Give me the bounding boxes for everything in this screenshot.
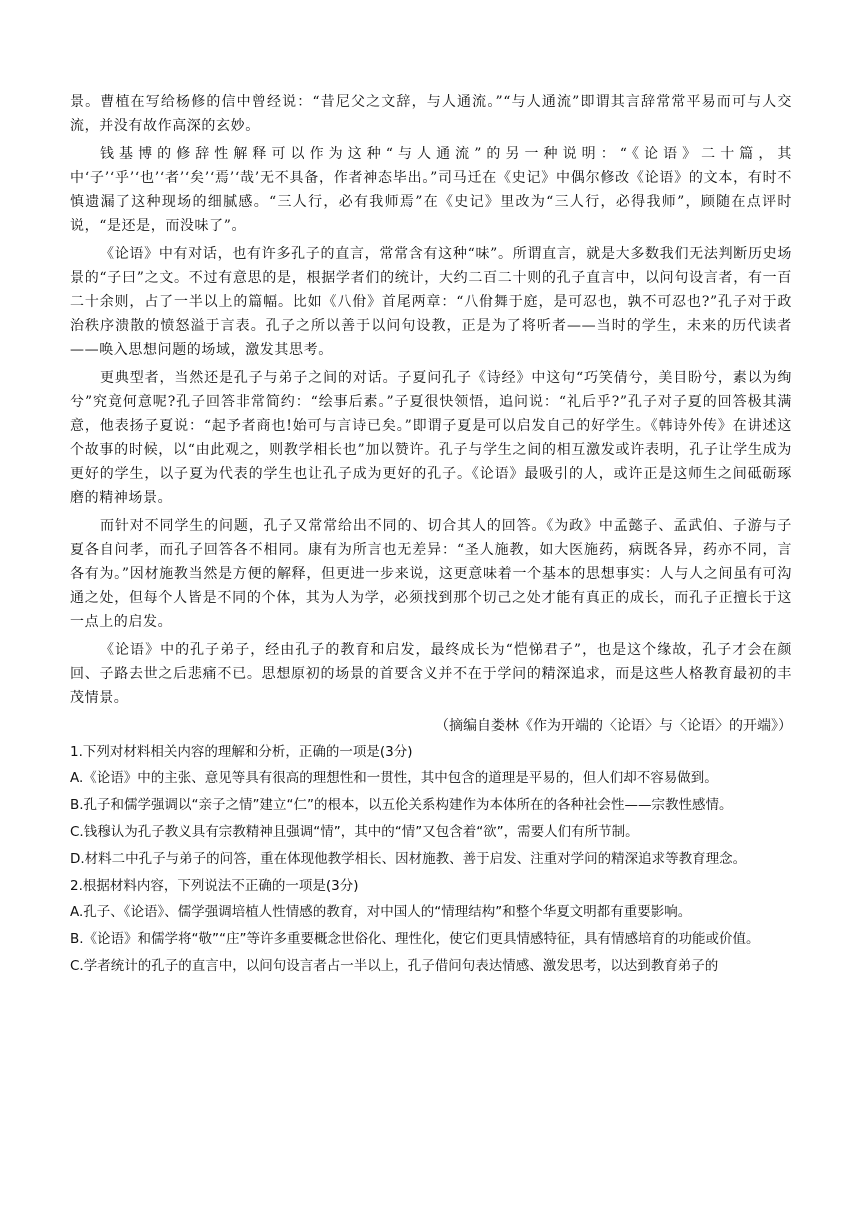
question-option: C.钱穆认为孔子教义具有宗教精神且强调“情”，其中的“情”又包含着“欲”，需要人们有所节制。 [70, 824, 639, 840]
question-option: A.孔子、《论语》、儒学强调培植人性情感的教育，对中国人的“情理结构”和整个华夏文明都有重要影响。 [70, 904, 692, 920]
question-stem: 1.下列对材料相关内容的理解和分析，正确的一项是(3分) [70, 744, 413, 760]
passage-paragraph-2: 钱基博的修辞性解释可以作为这种“与人通流”的另一种说明：“《论语》二十篇，其中‘子’‘乎’‘也’‘者’‘矣’‘焉’‘哉’无不具备，作者神态毕出。”司马迁在《史记》中偶尔修改《论语》的文本，有时不慎遗漏了这种现场的细腻感。“三人行，必有我师焉”在《史记》里改为“三人行，必得我师”，顾随在点评时说，“是还是，而没味了”。 [70, 146, 792, 234]
document-page [70, 90, 792, 981]
passage-paragraph-1: 景。曹植在写给杨修的信中曾经说：“昔尼父之文辞，与人通流。”“与人通流”即谓其言辞常常平易而可与人交流，并没有故作高深的玄妙。 [70, 94, 792, 134]
passage-paragraph-3: 《论语》中有对话，也有许多孔子的直言，常常含有这种“味”。所谓直言，就是大多数我们无法判断历史场景的“子曰”之文。不过有意思的是，根据学者们的统计，大约二百二十则的孔子直言中，以问句设言者，有一百二十余则，占了一半以上的篇幅。比如《八佾》首尾两章：“八佾舞于庭，是可忍也，孰不可忍也?”孔子对于政治秩序溃散的愤怒溢于言表。孔子之所以善于以问句设教，正是为了将听者——当时的学生，未来的历代读者——唤入思想问题的场域，激发其思考。 [70, 246, 792, 358]
question-1 [70, 740, 792, 871]
question-option: B.《论语》和儒学将“敬”“庄”等许多重要概念世俗化、理性化，使它们更具情感特征，具有情感培育的功能或价值。 [70, 931, 760, 947]
passage-paragraph-4: 更典型者，当然还是孔子与弟子之间的对话。子夏问孔子《诗经》中这句“巧笑倩兮，美目盼兮，素以为绚兮”究竟何意呢?孔子回答非常简约：“绘事后素。”子夏很快领悟，追问说：“礼后乎?”孔子对子夏的回答极其满意，他表扬子夏说：“起予者商也!始可与言诗已矣。”即谓子夏是可以启发自己的好学生。《韩诗外传》在讲述这个故事的时候，以“由此观之，则教学相长也”加以赞许。孔子与学生之间的相互激发或许表明，孔子让学生成为更好的学生，以子夏为代表的学生也让孔子成为更好的孔子。《论语》最吸引的人，或许正是这师生之间砥砺琢磨的精神场景。 [70, 370, 792, 506]
question-option: A.《论语》中的主张、意见等具有很高的理想性和一贯性，其中包含的道理是平易的，但人们却不容易做到。 [70, 770, 718, 786]
question-stem: 2.根据材料内容，下列说法不正确的一项是(3分) [70, 878, 359, 894]
passage-paragraph-6: 《论语》中的孔子弟子，经由孔子的教育和启发，最终成长为“恺悌君子”，也是这个缘故，孔子才会在颜回、子路去世之后悲痛不已。思想原初的场景的首要含义并不在于学问的精深追求，而是这些人格教育最初的丰茂情景。 [70, 642, 792, 706]
question-option: C.学者统计的孔子的直言中，以问句设言者占一半以上，孔子借问句表达情感、激发思考，以达到教育弟子的 [70, 958, 719, 974]
question-option: B.孔子和儒学强调以“亲子之情”建立“仁”的根本，以五伦关系构建作为本体所在的各种社会性——宗教性感情。 [70, 797, 733, 813]
question-option: D.材料二中孔子与弟子的问答，重在体现他教学相长、因材施教、善于启发、注重对学问的精深追求等教育理念。 [70, 851, 747, 867]
question-2 [70, 874, 792, 978]
passage-source: （摘编自娄林《作为开端的〈论语〉与〈论语〉的开端》） [435, 718, 792, 734]
passage-paragraph-5: 而针对不同学生的问题，孔子又常常给出不同的、切合其人的回答。《为政》中孟懿子、孟武伯、子游与子夏各自问孝，而孔子回答各不相同。康有为所言也无差异：“圣人施教，如大医施药，病既各异，药亦不同，言各有为。”因材施教当然是方便的解释，但更进一步来说，这更意味着一个基本的思想事实：人与人之间虽有可沟通之处，但每个人皆是不同的个体，其为人为学，必须找到那个切己之处才能有真正的成长，而孔子正擅长于这一点上的启发。 [70, 518, 792, 630]
